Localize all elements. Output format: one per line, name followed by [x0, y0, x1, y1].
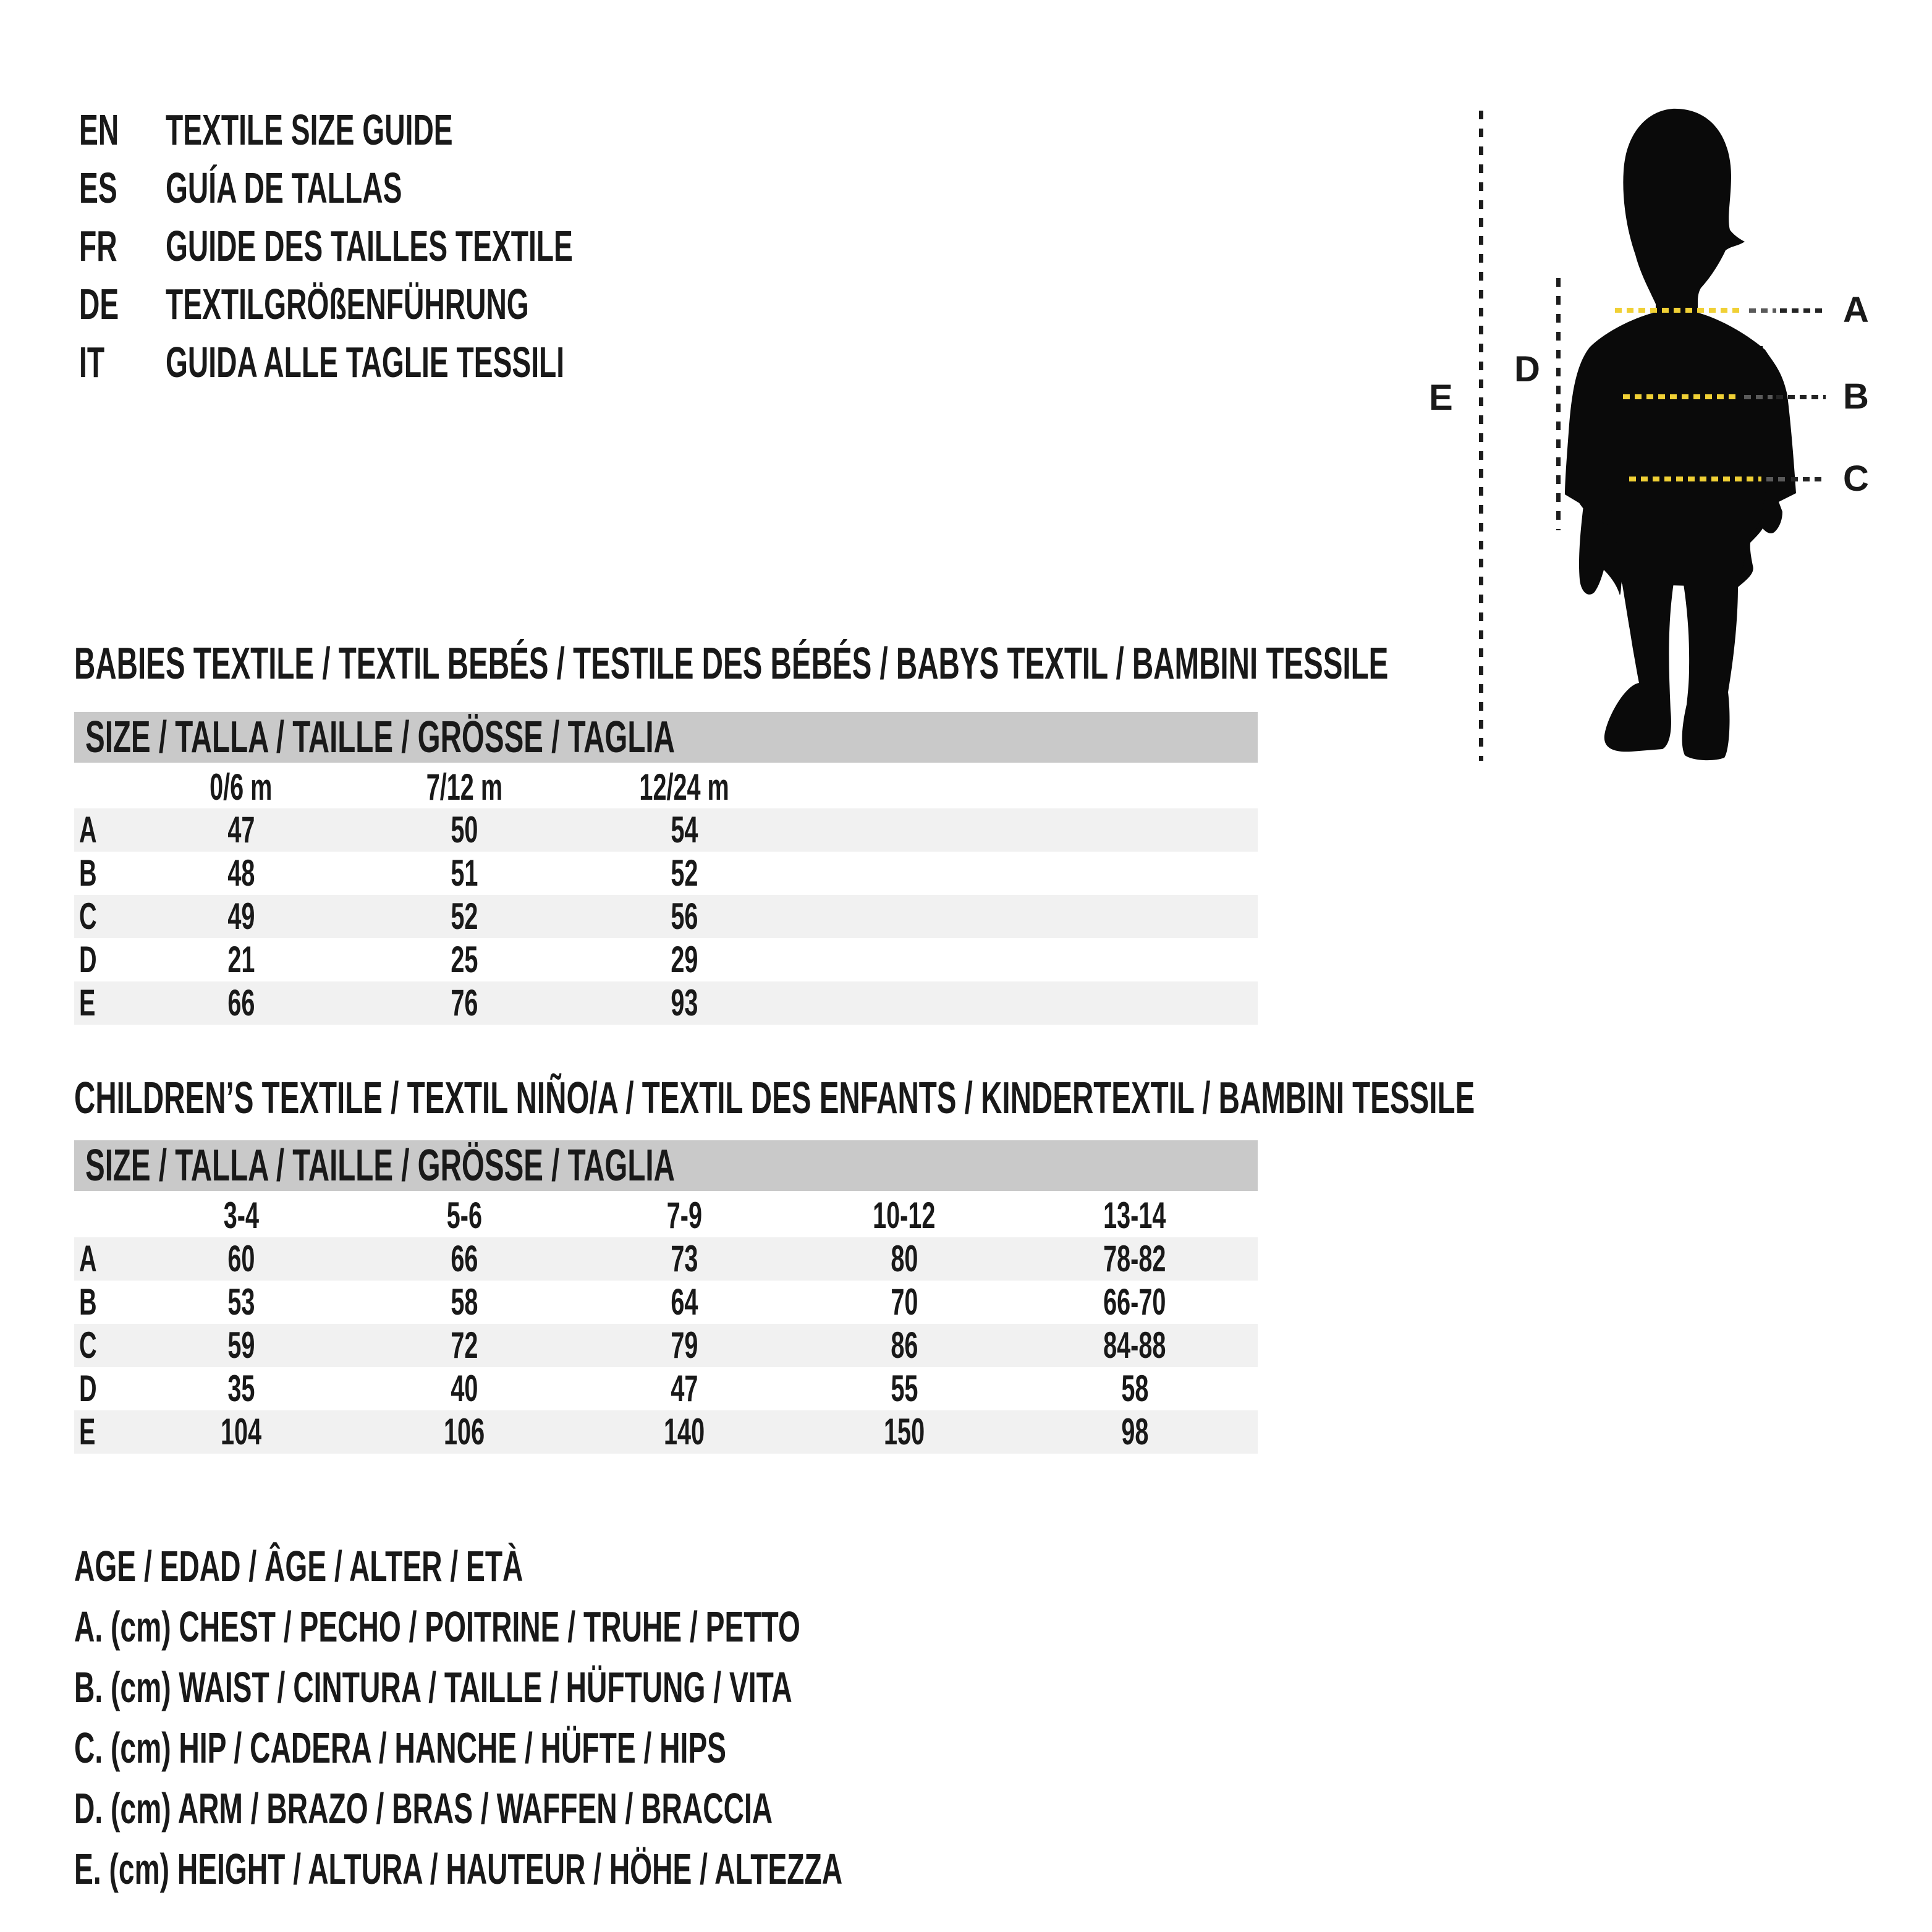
table-cell: 35 — [227, 1368, 255, 1409]
legend-arm: D. (cm) ARM / BRAZO / BRAS / WAFFEN / BRACCIA — [74, 1784, 773, 1832]
row-label: C — [79, 1324, 97, 1366]
table-cell: 76 — [450, 982, 478, 1023]
row-label: E — [79, 982, 96, 1023]
table-cell: 21 — [227, 939, 255, 980]
table-cell: 66-70 — [1103, 1281, 1166, 1323]
row-label: E — [79, 1411, 96, 1452]
table-cell: 66 — [450, 1238, 478, 1279]
table-cell: 47 — [227, 809, 255, 850]
chest-line-yellow — [1615, 308, 1742, 313]
waist-line-yellow — [1623, 394, 1739, 399]
language-code: FR — [79, 222, 117, 270]
table-cell: 66 — [227, 982, 255, 1023]
legend-chest: A. (cm) CHEST / PECHO / POITRINE / TRUHE / PETTO — [74, 1603, 800, 1651]
table-cell: 59 — [227, 1324, 255, 1366]
table-cell: 52 — [670, 852, 698, 894]
language-title: GUÍA DE TALLAS — [166, 164, 402, 212]
language-title: GUIDE DES TAILLES TEXTILE — [166, 222, 573, 270]
hip-line-yellow — [1629, 477, 1761, 481]
table-cell: 106 — [443, 1411, 485, 1452]
row-label: A — [79, 809, 97, 850]
legend-waist: B. (cm) WAIST / CINTURA / TAILLE / HÜFTUNG / VITA — [74, 1663, 792, 1711]
table-cell: 49 — [227, 896, 255, 937]
table-cell: 73 — [670, 1238, 698, 1279]
silhouette-shorts-fill — [1614, 525, 1753, 587]
silhouette-torso-fill — [1603, 346, 1769, 556]
legend-age: AGE / EDAD / ÂGE / ALTER / ETÀ — [74, 1542, 523, 1590]
height-label-E: E — [1429, 378, 1453, 418]
table-cell: 58 — [1121, 1368, 1149, 1409]
language-title: GUIDA ALLE TAGLIE TESSILI — [166, 338, 565, 386]
row-label: A — [79, 1238, 97, 1279]
chest-label-A: A — [1843, 290, 1869, 330]
babies-size-header: SIZE / TALLA / TAILLE / GRÖSSE / TAGLIA — [85, 713, 675, 762]
row-label: D — [79, 939, 97, 980]
children-column-header: 7-9 — [666, 1195, 702, 1236]
language-code: EN — [79, 106, 119, 154]
table-cell: 84-88 — [1103, 1324, 1166, 1366]
table-cell: 70 — [890, 1281, 918, 1323]
row-label: C — [79, 896, 97, 937]
table-cell: 80 — [890, 1238, 918, 1279]
children-column-header: 3-4 — [223, 1195, 259, 1236]
babies-column-header: 0/6 m — [210, 766, 273, 808]
chest-line-dark — [1780, 308, 1826, 313]
legend-hip: C. (cm) HIP / CADERA / HANCHE / HÜFTE / HIPS — [74, 1724, 726, 1772]
table-cell: 54 — [670, 809, 698, 850]
table-cell: 25 — [450, 939, 478, 980]
babies-column-header: 7/12 m — [426, 766, 502, 808]
table-cell: 53 — [227, 1281, 255, 1323]
table-cell: 52 — [450, 896, 478, 937]
hip-label-C: C — [1843, 459, 1869, 499]
language-code: DE — [79, 280, 119, 328]
children-size-header-band — [74, 1140, 1258, 1191]
chest-line-gray — [1749, 308, 1776, 313]
row-label: B — [79, 1281, 97, 1323]
table-cell: 93 — [670, 982, 698, 1023]
table-cell: 78-82 — [1103, 1238, 1166, 1279]
legend-height: E. (cm) HEIGHT / ALTURA / HAUTEUR / HÖHE / ALTEZZA — [74, 1845, 843, 1893]
table-cell: 98 — [1121, 1411, 1149, 1452]
waist-line-dark — [1776, 395, 1826, 399]
table-cell: 55 — [890, 1368, 918, 1409]
babies-column-header: 12/24 m — [639, 766, 729, 808]
table-cell: 50 — [450, 809, 478, 850]
language-title: TEXTILE SIZE GUIDE — [166, 106, 453, 154]
language-code: IT — [79, 338, 105, 386]
table-cell: 40 — [450, 1368, 478, 1409]
table-cell: 150 — [883, 1411, 925, 1452]
table-cell: 58 — [450, 1281, 478, 1323]
silhouette-head — [1623, 109, 1745, 329]
waist-label-B: B — [1843, 376, 1869, 417]
babies-heading: BABIES TEXTILE / TEXTIL BEBÉS / TESTILE DES BÉBÉS / BABYS TEXTIL / BAMBINI TESSILE — [74, 639, 1389, 688]
language-code: ES — [79, 164, 117, 212]
language-title: TEXTILGRÖßENFÜHRUNG — [166, 280, 529, 328]
children-heading: CHILDREN’S TEXTILE / TEXTIL NIÑO/A / TEXTIL DES ENFANTS / KINDERTEXTIL / BAMBINI TESSILE — [74, 1074, 1475, 1123]
hip-line-dark — [1791, 477, 1826, 481]
children-size-header: SIZE / TALLA / TAILLE / GRÖSSE / TAGLIA — [85, 1141, 675, 1190]
hip-line-gray — [1766, 477, 1787, 481]
table-cell: 86 — [890, 1324, 918, 1366]
row-label: B — [79, 852, 97, 894]
row-label: D — [79, 1368, 97, 1409]
children-column-header: 10-12 — [873, 1195, 936, 1236]
table-cell: 48 — [227, 852, 255, 894]
table-cell: 140 — [663, 1411, 705, 1452]
table-cell: 64 — [670, 1281, 698, 1323]
table-cell: 72 — [450, 1324, 478, 1366]
waist-line-gray — [1744, 395, 1773, 399]
children-column-header: 5-6 — [446, 1195, 482, 1236]
table-cell: 51 — [450, 852, 478, 894]
table-cell: 60 — [227, 1238, 255, 1279]
arm-label-D: D — [1514, 349, 1540, 389]
table-cell: 29 — [670, 939, 698, 980]
babies-size-header-band — [74, 712, 1258, 763]
table-cell: 104 — [220, 1411, 262, 1452]
table-cell: 56 — [670, 896, 698, 937]
table-cell: 79 — [670, 1324, 698, 1366]
children-column-header: 13-14 — [1103, 1195, 1166, 1236]
table-cell: 47 — [670, 1368, 698, 1409]
